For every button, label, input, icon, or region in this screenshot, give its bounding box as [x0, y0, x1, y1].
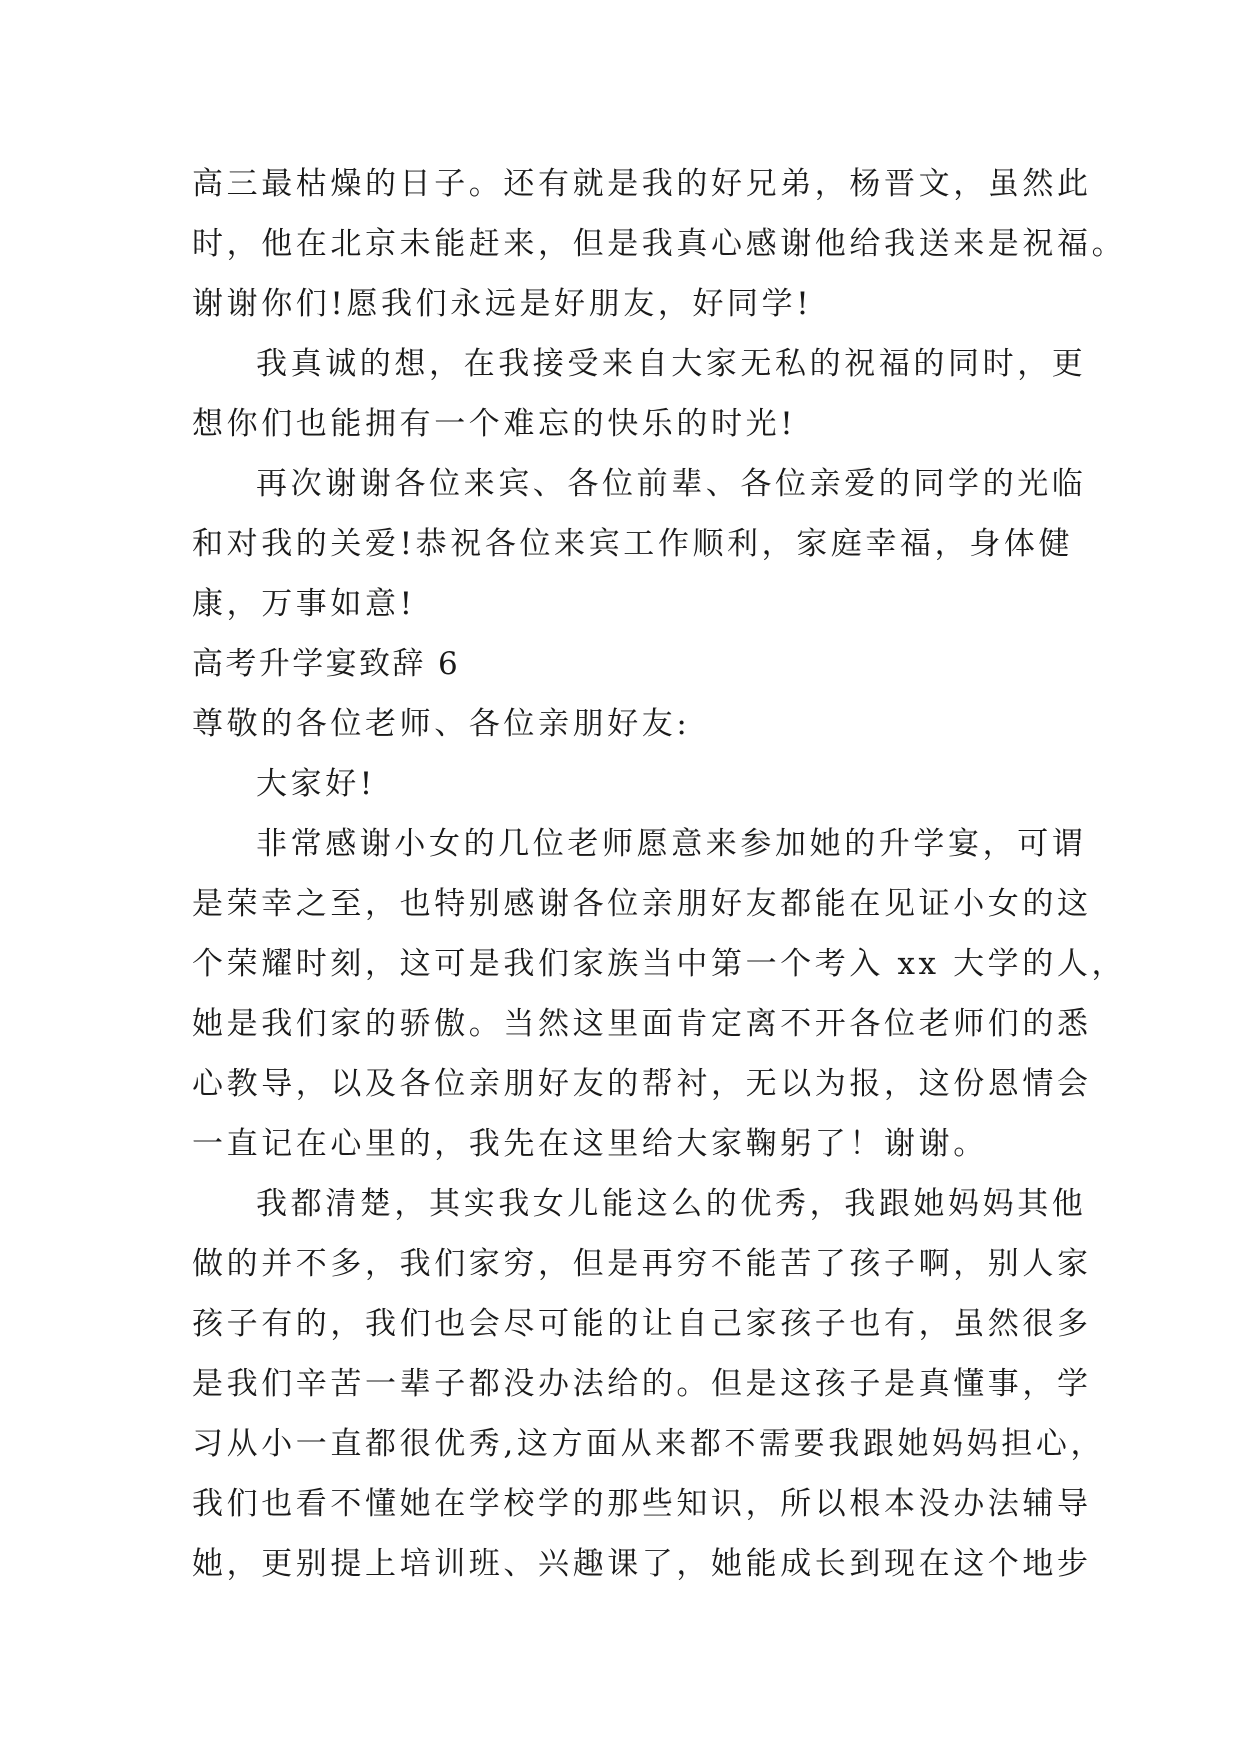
text-line: 一直记在心里的，我先在这里给大家鞠躬了！谢谢。 — [192, 1126, 988, 1162]
text-line: 非常感谢小女的几位老师愿意来参加她的升学宴，可谓 — [256, 826, 1087, 862]
text-line: 我们也看不懂她在学校学的那些知识，所以根本没办法辅导 — [192, 1486, 1092, 1522]
text-line: 心教导，以及各位亲朋好友的帮衬，无以为报，这份恩情会 — [192, 1066, 1092, 1102]
text-line: 康，万事如意! — [192, 586, 416, 622]
text-line: 孩子有的，我们也会尽可能的让自己家孩子也有，虽然很多 — [192, 1306, 1092, 1342]
salutation: 尊敬的各位老师、各位亲朋好友: — [192, 706, 691, 742]
text-line: 我真诚的想，在我接受来自大家无私的祝福的同时，更 — [256, 346, 1087, 382]
text-line: 是我们辛苦一辈子都没办法给的。但是这孩子是真懂事，学 — [192, 1366, 1092, 1402]
text-line: 再次谢谢各位来宾、各位前辈、各位亲爱的同学的光临 — [256, 466, 1087, 502]
text-line: 时，他在北京未能赶来，但是我真心感谢他给我送来是祝福。 — [192, 226, 1127, 262]
text-line: 和对我的关爱!恭祝各位来宾工作顺利，家庭幸福，身体健 — [192, 526, 1074, 562]
text-line: 习从小一直都很优秀,这方面从来都不需要我跟她妈妈担心， — [192, 1426, 1106, 1462]
text-line: 做的并不多，我们家穷，但是再穷不能苦了孩子啊，别人家 — [192, 1246, 1092, 1282]
greeting: 大家好! — [256, 766, 376, 802]
text-line: 她，更别提上培训班、兴趣课了，她能成长到现在这个地步 — [192, 1546, 1092, 1582]
text-line: 个荣耀时刻，这可是我们家族当中第一个考入 xx 大学的人， — [192, 946, 1127, 982]
text-line: 谢谢你们!愿我们永远是好朋友，好同学! — [192, 286, 813, 322]
text-line: 是荣幸之至，也特别感谢各位亲朋好友都能在见证小女的这 — [192, 886, 1092, 922]
section-heading: 高考升学宴致辞 6 — [192, 646, 461, 682]
text-line: 她是我们家的骄傲。当然这里面肯定离不开各位老师们的悉 — [192, 1006, 1092, 1042]
text-line: 高三最枯燥的日子。还有就是我的好兄弟，杨晋文，虽然此 — [192, 166, 1092, 202]
text-line: 我都清楚，其实我女儿能这么的优秀，我跟她妈妈其他 — [256, 1186, 1087, 1222]
text-line: 想你们也能拥有一个难忘的快乐的时光! — [192, 406, 797, 442]
